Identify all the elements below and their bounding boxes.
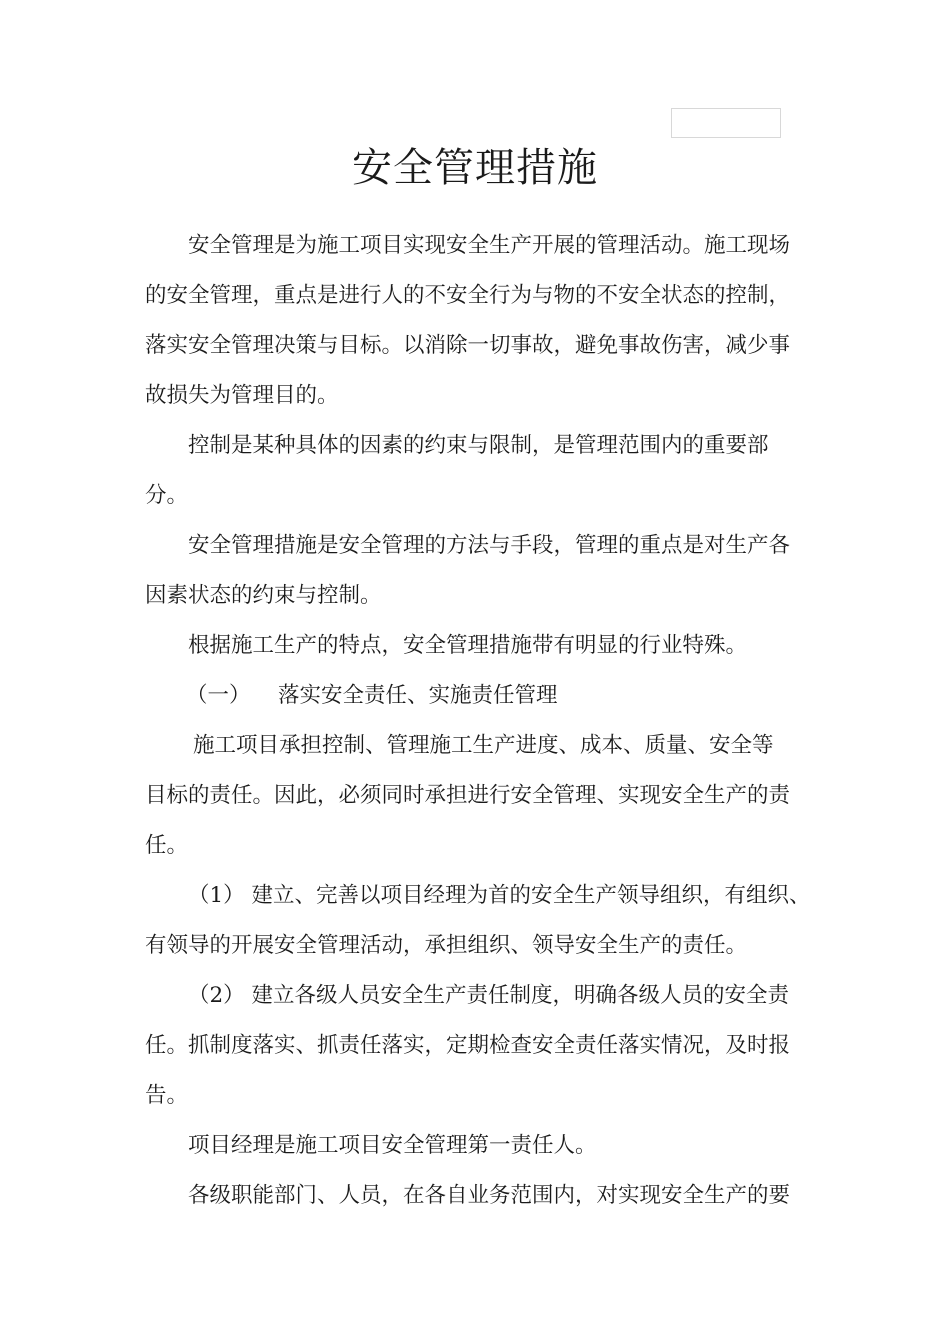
- corner-blank-box: [671, 108, 781, 138]
- paragraph-line: 任。: [145, 833, 189, 858]
- paragraph-line: 项目经理是施工项目安全管理第一责任人。: [188, 1133, 597, 1158]
- list-item-line: 告。: [145, 1083, 189, 1108]
- section-number: （一）: [186, 683, 251, 708]
- paragraph-line: 落实安全管理决策与目标。以消除一切事故，避免事故伤害，减少事: [145, 333, 791, 358]
- paragraph-line: 故损失为管理目的。: [145, 383, 339, 408]
- paragraph-line: 因素状态的约束与控制。: [145, 583, 382, 608]
- paragraph-line: 目标的责任。因此，必须同时承担进行安全管理、实现安全生产的责: [145, 783, 791, 808]
- list-item-line: （1） 建立、完善以项目经理为首的安全生产领导组织，有组织、: [188, 883, 811, 908]
- paragraph-line: 各级职能部门、人员，在各自业务范围内，对实现安全生产的要: [188, 1183, 791, 1208]
- paragraph-line: 施工项目承担控制、管理施工生产进度、成本、质量、安全等: [193, 733, 774, 758]
- paragraph-line: 分。: [145, 483, 189, 508]
- paragraph-line: 根据施工生产的特点，安全管理措施带有明显的行业特殊。: [188, 633, 748, 658]
- list-item-line: 任。抓制度落实、抓责任落实，定期检查安全责任落实情况，及时报: [145, 1033, 791, 1058]
- list-item-line: 有领导的开展安全管理活动，承担组织、领导安全生产的责任。: [145, 933, 748, 958]
- list-item-line: （2） 建立各级人员安全生产责任制度，明确各级人员的安全责: [188, 983, 790, 1008]
- document-title: 安全管理措施: [352, 145, 598, 191]
- paragraph-line: 安全管理是为施工项目实现安全生产开展的管理活动。施工现场: [188, 233, 791, 258]
- paragraph-line: 的安全管理，重点是进行人的不安全行为与物的不安全状态的控制，: [145, 283, 791, 308]
- paragraph-line: 控制是某种具体的因素的约束与限制，是管理范围内的重要部: [188, 433, 769, 458]
- paragraph-line: 安全管理措施是安全管理的方法与手段，管理的重点是对生产各: [188, 533, 791, 558]
- section-heading: 落实安全责任、实施责任管理: [278, 683, 558, 708]
